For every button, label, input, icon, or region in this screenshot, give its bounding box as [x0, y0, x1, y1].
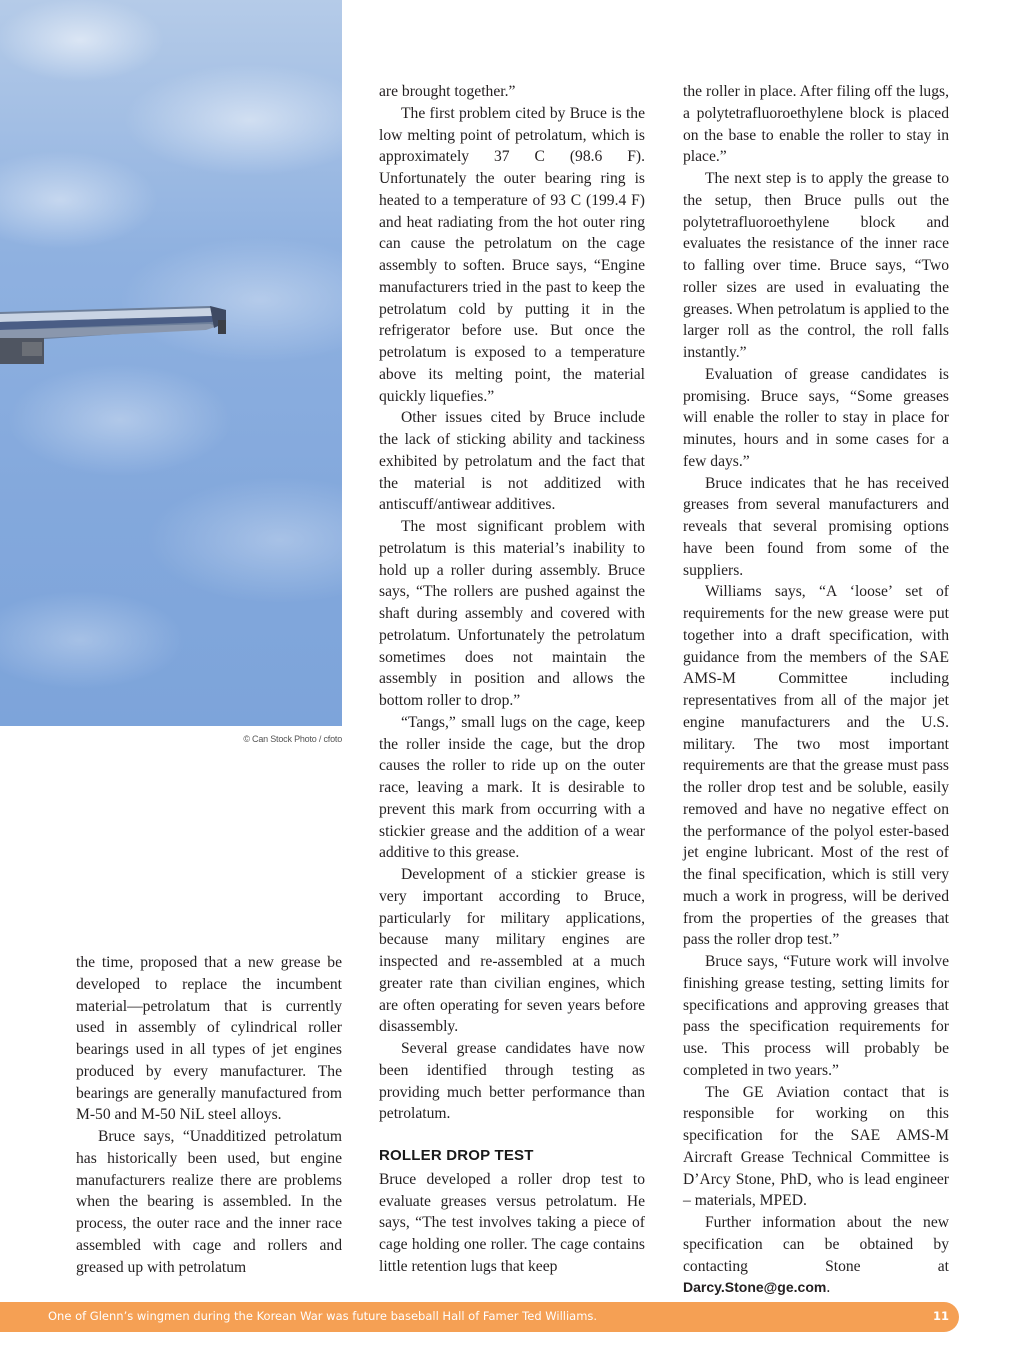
aircraft-wing-illustration: [0, 0, 342, 726]
sky-aircraft-photo: [0, 0, 342, 726]
paragraph: [683, 1212, 949, 1299]
paragraph: Development of a stickier grease is very important according to Bruce, particularly for military applications, because many military engines are inspected and re-assembled at a much greater rate than civilian engines, which are often operating for seven years before disassembly.: [379, 866, 645, 1036]
paragraph: Bruce developed a roller drop test to evaluate greases versus petrolatum. He says, “The test involves taking a piece of cage holding one roller. The cage contains little retention lugs that keep: [379, 1170, 645, 1275]
article-column-2: [379, 81, 645, 1278]
paragraph: The first problem cited by Bruce is the low melting point of petrolatum, which is approximately 37 C (98.6 F). Unfortunately the outer bearing ring is heated to a temperature of 93 C (199.4 F) and heat radiating from the hot outer ring can cause the petrolatum on the cage assembly to soften. Bruce says, “Engine manufacturers tried in the past to keep the petrolatum cold by putting it in the refrigerator before use. But once the petrolatum is exposed to a temperature above its melting point, the material quickly liquefies.”: [379, 104, 645, 405]
paragraph: Williams says, “A ‘loose’ set of requirements for the new grease were put together into a draft specification, with guidance from the members of the SAE AMS-M Committee including representatives from all of the major jet engine manufacturers and the U.S. military. The two most important requirements are that the grease must pass the roller drop test and be soluble, easily removed and have no negative effect on the performance of the polyol ester-based jet engine lubricant. Most of the rest of the final specification, which is still very much a work in progress, will be derived from the properties of the greases that pass the roller drop test.”: [683, 583, 949, 949]
paragraph: Bruce indicates that he has received greases from several manufacturers and reveals that several promising options have been found from some of the suppliers.: [683, 474, 949, 579]
footer-bar: [0, 1302, 959, 1332]
paragraph: Bruce says, “Unadditized petrolatum has historically been used, but engine manufacturers realize there are problems when the bearing is assembled. In the process, the outer race and the inner race assembled with cage and rollers and greased up with petrolatum: [76, 1128, 342, 1276]
page-number: 11: [932, 1309, 949, 1323]
contact-email-link[interactable]: Darcy.Stone@ge.com: [683, 1279, 827, 1296]
section-heading: ROLLER DROP TEST: [379, 1147, 534, 1164]
paragraph: the time, proposed that a new grease be developed to replace the incumbent material—petrolatum that is currently used in assembly of cylindrical roller bearings used in all types of jet engines produced by every manufacturer. The bearings are generally manufactured from M-50 and M-50 NiL steel alloys.: [76, 954, 342, 1124]
paragraph: The most significant problem with petrolatum is this material’s inability to hold up a roller during assembly. Bruce says, “The rollers are pushed against the shaft during assembly and covered with petrolatum. Unfortunately the petrolatum sometimes does not maintain the assembly in position and allows the bottom roller to drop.”: [379, 518, 645, 709]
paragraph: are brought together.”: [379, 83, 516, 100]
article-column-3: [683, 81, 949, 1299]
photo-credit: © Can Stock Photo / cfoto: [243, 734, 342, 744]
article-column-1: [76, 952, 342, 1278]
paragraph: Evaluation of grease candidates is promising. Bruce says, “Some greases will enable the roller to stay in place for minutes, hours and in some cases for a few days.”: [683, 365, 949, 470]
paragraph: The next step is to apply the grease to the setup, then Bruce pulls out the polytetrafluoroethylene block and evaluates the resistance of the inner race to falling over time. Bruce says, “Two roller sizes are used in evaluating the greases. When petrolatum is applied to the larger roll as the control, the roll falls instantly.”: [683, 170, 949, 361]
footer-trivia: One of Glenn’s wingmen during the Korean War was future baseball Hall of Famer Ted Williams.: [48, 1309, 598, 1323]
paragraph: Bruce says, “Future work will involve finishing grease testing, setting limits for specifications and approving greases that pass the specification requirements for use. This process will probably be completed in two years.”: [683, 953, 949, 1079]
paragraph: Several grease candidates have now been identified through testing as providing much better performance than petrolatum.: [379, 1040, 645, 1123]
paragraph: Other issues cited by Bruce include the lack of sticking ability and tackiness exhibited by petrolatum and the fact that the material is not additized with antiscuff/antiwear additives.: [379, 409, 645, 514]
paragraph-text: Further information about the new specification can be obtained by contacting Stone at: [683, 1214, 949, 1275]
paragraph: the roller in place. After filing off the lugs, a polytetrafluoroethylene block is placed on the base to enable the roller to stay in place.”: [683, 83, 949, 166]
paragraph: “Tangs,” small lugs on the cage, keep the roller inside the cage, but the drop causes the roller to ride up on the outer race, leaving a mark. It is desirable to prevent this mark from occurring with a stickier grease and the addition of a wear additive to this grease.: [379, 713, 645, 862]
paragraph: The GE Aviation contact that is responsible for working on this specification for the SAE AMS-M Aircraft Grease Technical Committee is D’Arcy Stone, PhD, who is lead engineer – materials, MPED.: [683, 1083, 949, 1210]
paragraph-end: .: [826, 1279, 831, 1297]
